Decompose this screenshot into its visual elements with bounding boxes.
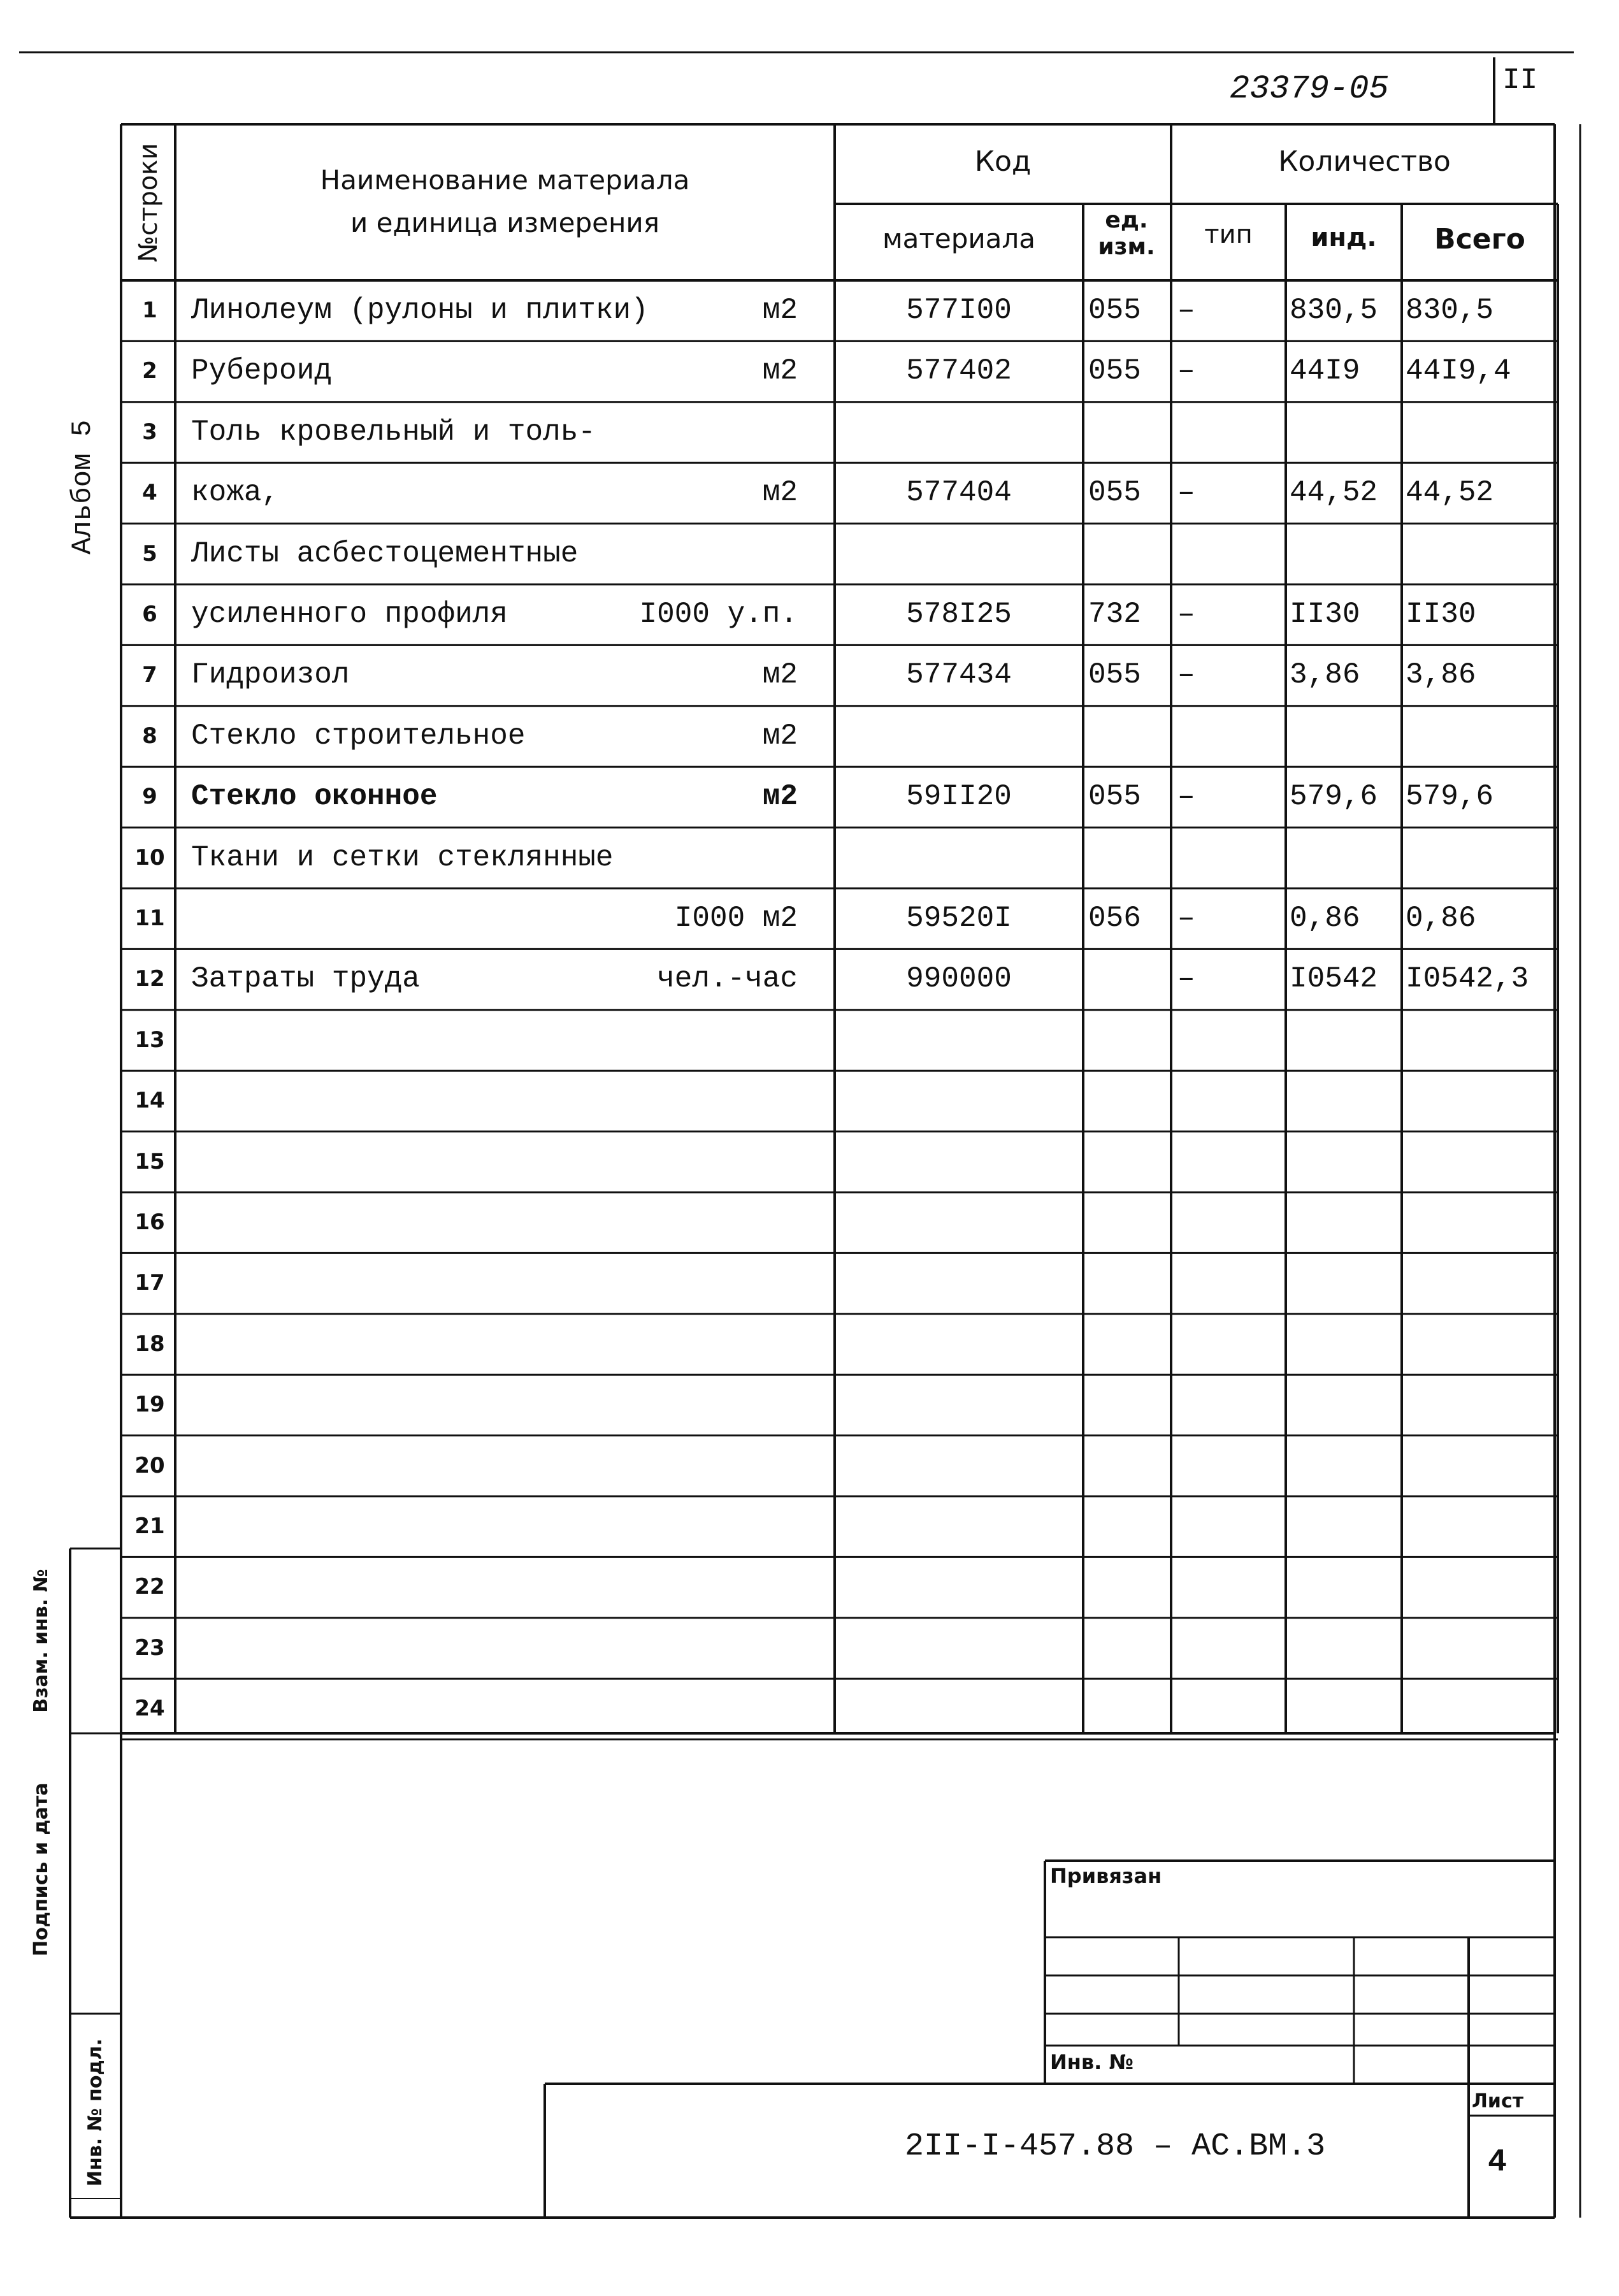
qty-type: –: [1177, 294, 1195, 327]
qty-individual: [1290, 1375, 1402, 1435]
qty-individual: II30: [1290, 598, 1360, 631]
album-label: Альбом 5: [67, 419, 99, 554]
table-row: [0, 280, 1619, 341]
qty-type: [1177, 1071, 1286, 1131]
qty-individual: [1290, 402, 1402, 463]
row-number: 7: [142, 662, 157, 688]
col-header-code-material: материала: [882, 223, 1035, 254]
row-number: 18: [134, 1331, 165, 1357]
material-unit: [612, 1679, 798, 1739]
qty-total: I0542,3: [1406, 962, 1529, 996]
material-unit: [612, 1618, 798, 1679]
material-code: [835, 1618, 1083, 1679]
qty-total: 579,6: [1406, 780, 1494, 814]
unit-code: 055: [1088, 354, 1141, 388]
document-designation: 2II-I-457.88 – АС.ВМ.3: [905, 2128, 1326, 2165]
unit-code: [1088, 1192, 1171, 1253]
table-row: [0, 1436, 1619, 1496]
col-header-code: Код: [974, 145, 1032, 178]
qty-type: [1177, 1253, 1286, 1313]
qty-type: [1177, 1436, 1286, 1496]
unit-code: 055: [1088, 658, 1141, 692]
unit-code: [1088, 1679, 1171, 1739]
qty-total: [1406, 1436, 1558, 1496]
qty-individual: [1290, 1071, 1402, 1131]
doc-number: 23379-05: [1230, 70, 1389, 108]
row-number: 13: [134, 1027, 165, 1053]
table-row: [0, 1496, 1619, 1557]
material-unit: м2: [762, 476, 798, 510]
material-name: Стекло оконное: [191, 780, 438, 814]
row-number: 12: [134, 966, 165, 992]
table-row: [0, 706, 1619, 767]
material-unit: м2: [762, 354, 798, 388]
qty-total: 830,5: [1406, 294, 1494, 327]
qty-type: [1177, 1375, 1286, 1435]
qty-type: [1177, 1132, 1286, 1192]
col-header-qty-total: Всего: [1434, 223, 1525, 256]
qty-total: [1406, 1679, 1558, 1739]
qty-total: [1406, 1010, 1558, 1071]
material-unit: [612, 1253, 798, 1313]
material-unit: [612, 1010, 798, 1071]
table-row: [0, 1557, 1619, 1617]
qty-type: [1177, 1557, 1286, 1617]
table-row: [0, 1375, 1619, 1435]
material-name: Рубероид: [191, 354, 332, 388]
qty-type: [1177, 1679, 1286, 1739]
qty-type: –: [1177, 658, 1195, 692]
table-row: [0, 888, 1619, 949]
qty-type: –: [1177, 962, 1195, 996]
signature-date-stamp: Подпись и дата: [30, 1782, 52, 1956]
col-header-qty-ind: инд.: [1311, 223, 1377, 252]
qty-individual: [1290, 1132, 1402, 1192]
row-number: 23: [134, 1635, 165, 1661]
unit-code: [1088, 949, 1171, 1009]
unit-code: [1088, 1557, 1171, 1617]
unit-code: 055: [1088, 294, 1141, 327]
row-number: 2: [142, 358, 157, 384]
material-code: [835, 828, 1083, 888]
table-row: [0, 645, 1619, 705]
table-row: [0, 341, 1619, 401]
row-number: 16: [134, 1209, 165, 1235]
table-row: [0, 584, 1619, 645]
unit-code: [1088, 1132, 1171, 1192]
material-unit: [612, 1557, 798, 1617]
unit-code: [1088, 1436, 1171, 1496]
qty-type: –: [1177, 354, 1195, 388]
table-row: [0, 463, 1619, 523]
qty-individual: 830,5: [1290, 294, 1378, 327]
material-unit: [612, 402, 798, 463]
row-number: 6: [142, 602, 157, 627]
row-number: 1: [142, 298, 157, 323]
qty-total: [1406, 402, 1558, 463]
table-row: [0, 1618, 1619, 1679]
unit-code: [1088, 1375, 1171, 1435]
material-unit: I000 м2: [674, 902, 798, 935]
material-code: 59520I: [906, 902, 1012, 935]
qty-type: –: [1177, 476, 1195, 510]
unit-code: [1088, 402, 1171, 463]
qty-type: [1177, 1618, 1286, 1679]
qty-total: [1406, 1192, 1558, 1253]
qty-total: 44I9,4: [1406, 354, 1511, 388]
col-header-code-unit: ед. изм.: [1098, 207, 1155, 260]
qty-individual: 579,6: [1290, 780, 1378, 814]
material-unit: чел.-час: [657, 962, 798, 996]
row-number: 3: [142, 419, 157, 445]
col-header-qty-type: тип: [1204, 220, 1253, 249]
material-name: Гидроизол: [191, 658, 350, 692]
unit-code: 056: [1088, 902, 1141, 935]
material-unit: [612, 1132, 798, 1192]
inv-original-stamp: Инв. № подл.: [84, 2038, 106, 2187]
sheet-number: 4: [1488, 2144, 1507, 2181]
material-unit: м2: [762, 658, 798, 692]
material-unit: [612, 828, 798, 888]
qty-total: 0,86: [1406, 902, 1476, 935]
material-name: Линолеум (рулоны и плитки): [191, 294, 649, 327]
material-code: [835, 1375, 1083, 1435]
material-unit: [612, 1071, 798, 1131]
material-code: 577I00: [906, 294, 1012, 327]
qty-individual: [1290, 706, 1402, 767]
unit-code: [1088, 1618, 1171, 1679]
material-code: [835, 1679, 1083, 1739]
material-code: [835, 1436, 1083, 1496]
table-row: [0, 1192, 1619, 1253]
qty-total: II30: [1406, 598, 1476, 631]
material-name: кожа,: [191, 476, 280, 510]
qty-individual: [1290, 524, 1402, 584]
qty-total: [1406, 1618, 1558, 1679]
col-header-name-line2: и единица измерения: [350, 207, 659, 238]
table-row: [0, 828, 1619, 888]
qty-type: [1177, 706, 1286, 767]
qty-individual: [1290, 1679, 1402, 1739]
row-number: 8: [142, 723, 157, 749]
qty-type: [1177, 1496, 1286, 1557]
row-number: 22: [134, 1574, 165, 1600]
unit-code: [1088, 524, 1171, 584]
material-code: [835, 1253, 1083, 1313]
table-row: [0, 1010, 1619, 1071]
material-name: Затраты труда: [191, 962, 420, 996]
row-number: 15: [134, 1148, 165, 1174]
material-code: 578I25: [906, 598, 1012, 631]
sheet-label: Лист: [1472, 2090, 1524, 2112]
table-row: [0, 1071, 1619, 1131]
table-row: [0, 524, 1619, 584]
col-header-name-line1: Наименование материала: [320, 164, 690, 196]
material-code: [835, 1132, 1083, 1192]
row-number: 10: [134, 844, 165, 870]
unit-code: [1088, 1010, 1171, 1071]
material-name: усиленного профиля: [191, 598, 508, 631]
material-code: [835, 1557, 1083, 1617]
row-number: 9: [142, 784, 157, 810]
table-row: [0, 402, 1619, 463]
material-code: 59II20: [906, 780, 1012, 814]
table-row: [0, 1314, 1619, 1375]
material-code: 577402: [906, 354, 1012, 388]
qty-total: [1406, 1314, 1558, 1375]
qty-type: [1177, 1010, 1286, 1071]
qty-type: [1177, 1314, 1286, 1375]
qty-total: [1406, 706, 1558, 767]
qty-individual: [1290, 1496, 1402, 1557]
material-code: [835, 1192, 1083, 1253]
qty-individual: 44,52: [1290, 476, 1378, 510]
qty-individual: 44I9: [1290, 354, 1360, 388]
unit-code: 732: [1088, 598, 1141, 631]
page-corner-number: II: [1502, 64, 1538, 97]
unit-code: [1088, 1253, 1171, 1313]
material-name: Листы асбестоцементные: [191, 537, 579, 570]
row-number: 14: [134, 1088, 165, 1114]
qty-individual: [1290, 1010, 1402, 1071]
material-unit: м2: [762, 719, 798, 753]
table-row: [0, 1132, 1619, 1192]
table-row: [0, 1679, 1619, 1739]
qty-individual: 3,86: [1290, 658, 1360, 692]
unit-code: [1088, 828, 1171, 888]
unit-code: [1088, 1496, 1171, 1557]
material-unit: I000 у.п.: [639, 598, 798, 631]
material-unit: [612, 1192, 798, 1253]
table-row: [0, 949, 1619, 1009]
replacement-inv-stamp: Взам. инв. №: [30, 1569, 52, 1713]
material-unit: м2: [762, 294, 798, 327]
unit-code: [1088, 706, 1171, 767]
material-code: [835, 1010, 1083, 1071]
row-number: 17: [134, 1270, 165, 1296]
qty-total: [1406, 828, 1558, 888]
material-code: 577404: [906, 476, 1012, 510]
material-name: Ткани и сетки стеклянные: [191, 841, 614, 874]
material-unit: [612, 524, 798, 584]
row-number: 24: [134, 1696, 165, 1722]
qty-individual: I0542: [1290, 962, 1378, 996]
qty-individual: [1290, 1314, 1402, 1375]
unit-code: 055: [1088, 780, 1141, 814]
qty-total: [1406, 1496, 1558, 1557]
qty-total: [1406, 524, 1558, 584]
material-name: Стекло строительное: [191, 719, 526, 753]
qty-type: –: [1177, 902, 1195, 935]
qty-total: [1406, 1253, 1558, 1313]
qty-individual: 0,86: [1290, 902, 1360, 935]
qty-individual: [1290, 1618, 1402, 1679]
unit-code: [1088, 1314, 1171, 1375]
qty-total: 44,52: [1406, 476, 1494, 510]
material-unit: [612, 1375, 798, 1435]
material-unit: [612, 1314, 798, 1375]
material-unit: [612, 1496, 798, 1557]
material-code: 990000: [906, 962, 1012, 996]
qty-individual: [1290, 1557, 1402, 1617]
col-header-rownum: №строки: [134, 143, 163, 263]
qty-type: –: [1177, 780, 1195, 814]
inv-number-label: Инв. №: [1050, 2050, 1133, 2074]
qty-type: [1177, 524, 1286, 584]
material-code: [835, 1496, 1083, 1557]
material-code: [835, 524, 1083, 584]
material-code: [835, 1071, 1083, 1131]
table-row: [0, 1253, 1619, 1313]
qty-total: [1406, 1375, 1558, 1435]
qty-type: [1177, 1192, 1286, 1253]
qty-individual: [1290, 1192, 1402, 1253]
material-code: [835, 706, 1083, 767]
unit-code: 055: [1088, 476, 1141, 510]
material-code: [835, 402, 1083, 463]
qty-individual: [1290, 1253, 1402, 1313]
qty-total: 3,86: [1406, 658, 1476, 692]
row-number: 4: [142, 480, 157, 506]
row-number: 21: [134, 1513, 165, 1539]
material-unit: м2: [762, 780, 798, 814]
qty-type: –: [1177, 598, 1195, 631]
material-code: [835, 1314, 1083, 1375]
row-number: 11: [134, 906, 165, 931]
material-name: Толь кровельный и толь-: [191, 415, 596, 449]
row-number: 5: [142, 540, 157, 567]
material-code: 577434: [906, 658, 1012, 692]
qty-total: [1406, 1132, 1558, 1192]
qty-individual: [1290, 828, 1402, 888]
qty-total: [1406, 1071, 1558, 1131]
col-header-quantity: Количество: [1278, 145, 1451, 178]
unit-code: [1088, 1071, 1171, 1131]
qty-individual: [1290, 1436, 1402, 1496]
row-number: 20: [134, 1452, 165, 1478]
qty-type: [1177, 402, 1286, 463]
table-row: [0, 767, 1619, 827]
row-number: 19: [134, 1392, 165, 1418]
qty-type: [1177, 828, 1286, 888]
attached-label: Привязан: [1050, 1864, 1162, 1888]
material-unit: [612, 1436, 798, 1496]
qty-total: [1406, 1557, 1558, 1617]
